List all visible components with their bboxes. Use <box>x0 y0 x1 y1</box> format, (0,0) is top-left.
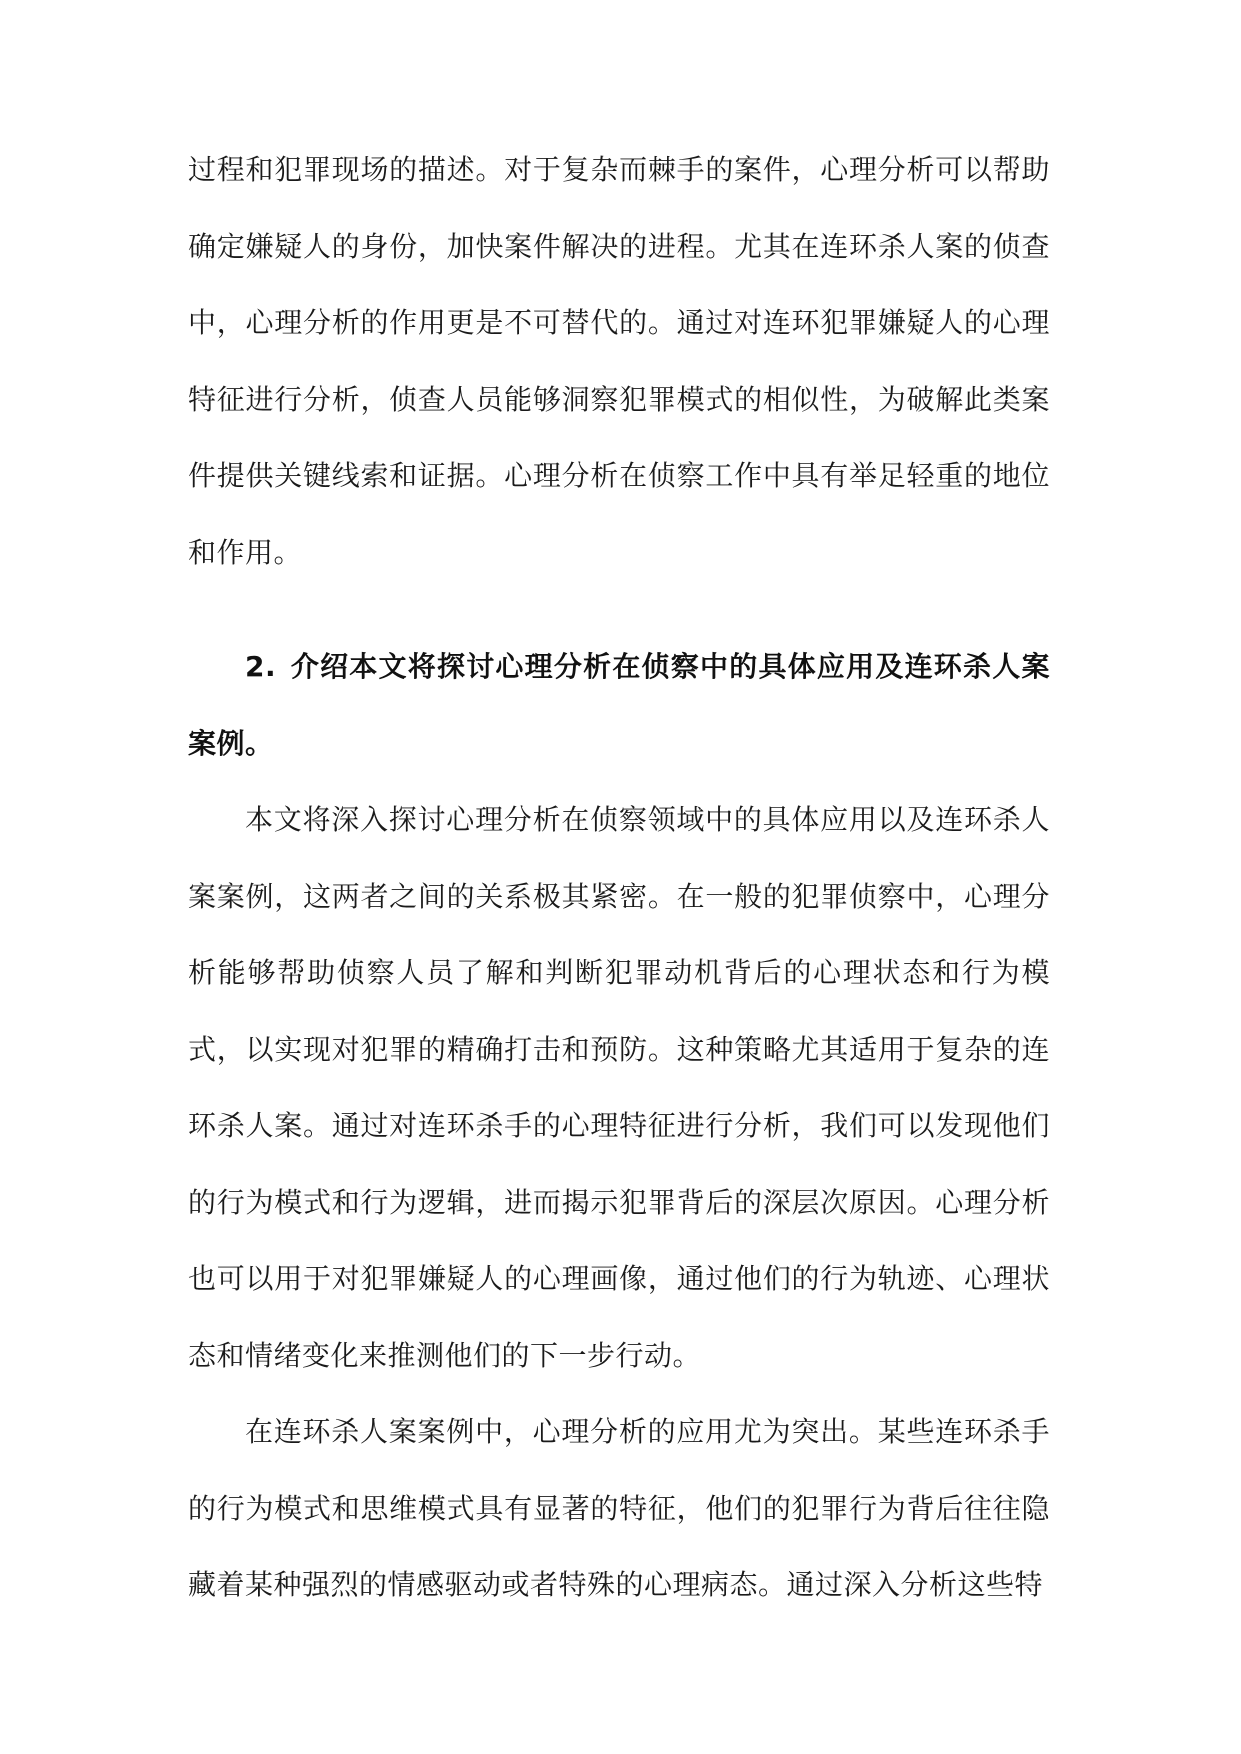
paragraph-application: 本文将深入探讨心理分析在侦察领域中的具体应用以及连环杀人案案例，这两者之间的关系极其紧密。在一般的犯罪侦察中，心理分析能够帮助侦察人员了解和判断犯罪动机背后的心理状态和行为模式，以实现对犯罪的精确打击和预防。这种策略尤其适用于复杂的连环杀人案。通过对连环杀手的心理特征进行分析，我们可以发现他们的行为模式和行为逻辑，进而揭示犯罪背后的深层次原因。心理分析也可以用于对犯罪嫌疑人的心理画像，通过他们的行为轨迹、心理状态和情绪变化来推测他们的下一步行动。 <box>188 803 1050 1372</box>
paragraph-case-study: 在连环杀人案案例中，心理分析的应用尤为突出。某些连环杀手的行为模式和思维模式具有显著的特征，他们的犯罪行为背后往往隐藏着某种强烈的情感驱动或者特殊的心理病态。通过深入分析这些特 <box>188 1415 1050 1601</box>
paragraph-continuation: 过程和犯罪现场的描述。对于复杂而棘手的案件，心理分析可以帮助确定嫌疑人的身份，加快案件解决的进程。尤其在连环杀人案的侦查中，心理分析的作用更是不可替代的。通过对连环犯罪嫌疑人的心理特征进行分析，侦查人员能够洞察犯罪模式的相似性，为破解此类案件提供关键线索和证据。心理分析在侦察工作中具有举足轻重的地位和作用。 <box>188 153 1050 569</box>
section-heading-text: 介绍本文将探讨心理分析在侦察中的具体应用及连环杀人案案例。 <box>188 650 1050 760</box>
section-heading <box>188 629 1050 782</box>
document-body <box>188 132 1050 1624</box>
section-heading-number: 2. <box>245 650 277 683</box>
